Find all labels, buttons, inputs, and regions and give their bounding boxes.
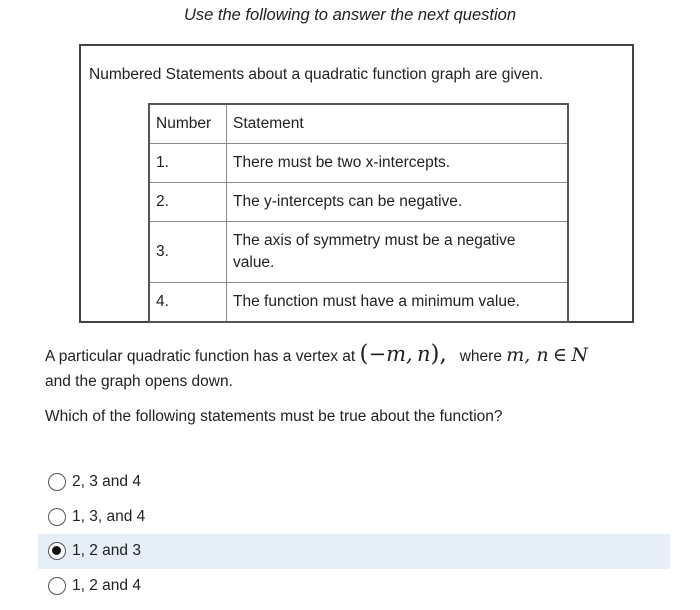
column-header-number: Number <box>149 104 227 144</box>
vertex-open-paren: ( <box>359 341 369 367</box>
prompt-lead: A particular quadratic function has a vertex at <box>45 348 356 365</box>
option-label: 1, 2 and 4 <box>72 576 141 594</box>
table-header-row <box>149 104 568 144</box>
prompt-vars: m, n <box>506 344 549 366</box>
question-text: Which of the following statements must be true about the function? <box>45 408 503 425</box>
option-label: 2, 3 and 4 <box>72 473 141 491</box>
column-header-statement: Statement <box>227 104 569 144</box>
answer-option[interactable] <box>38 500 670 535</box>
answer-option[interactable] <box>38 465 670 500</box>
instruction-header: Use the following to answer the next question <box>183 6 517 24</box>
vertex-n: n <box>416 342 431 366</box>
radio-button[interactable] <box>48 508 66 526</box>
radio-button[interactable] <box>48 473 66 491</box>
answer-options <box>38 465 670 603</box>
row-statement: The y-intercepts can be negative. <box>227 183 569 222</box>
row-statement: There must be two x-intercepts. <box>227 144 569 183</box>
row-number: 4. <box>149 283 227 323</box>
answer-option[interactable] <box>38 569 670 604</box>
answer-option-selected[interactable] <box>38 534 670 569</box>
row-statement: The axis of symmetry must be a negative value. <box>227 222 569 283</box>
row-number: 2. <box>149 183 227 222</box>
question-prompt <box>45 342 685 394</box>
option-label: 1, 3, and 4 <box>72 507 146 525</box>
table-row <box>149 222 568 283</box>
natural-numbers-set: N <box>571 344 588 366</box>
row-statement: The function must have a minimum value. <box>227 283 569 323</box>
table-row <box>149 283 568 323</box>
option-label: 1, 2 and 3 <box>72 542 141 560</box>
vertex-close-paren: ), <box>430 341 447 367</box>
table-row <box>149 183 568 222</box>
row-number: 3. <box>149 222 227 283</box>
radio-button-checked[interactable] <box>48 542 66 560</box>
vertex-m: −m, <box>368 342 413 366</box>
panel-intro-text: Numbered Statements about a quadratic function graph are given. <box>89 66 544 83</box>
element-of-symbol: ∈ <box>552 344 567 366</box>
prompt-line2: and the graph opens down. <box>45 373 233 390</box>
prompt-where: where <box>459 348 502 365</box>
table-row <box>149 144 568 183</box>
radio-button[interactable] <box>48 577 66 595</box>
row-number: 1. <box>149 144 227 183</box>
statements-panel <box>79 44 634 323</box>
statements-table <box>148 103 569 323</box>
